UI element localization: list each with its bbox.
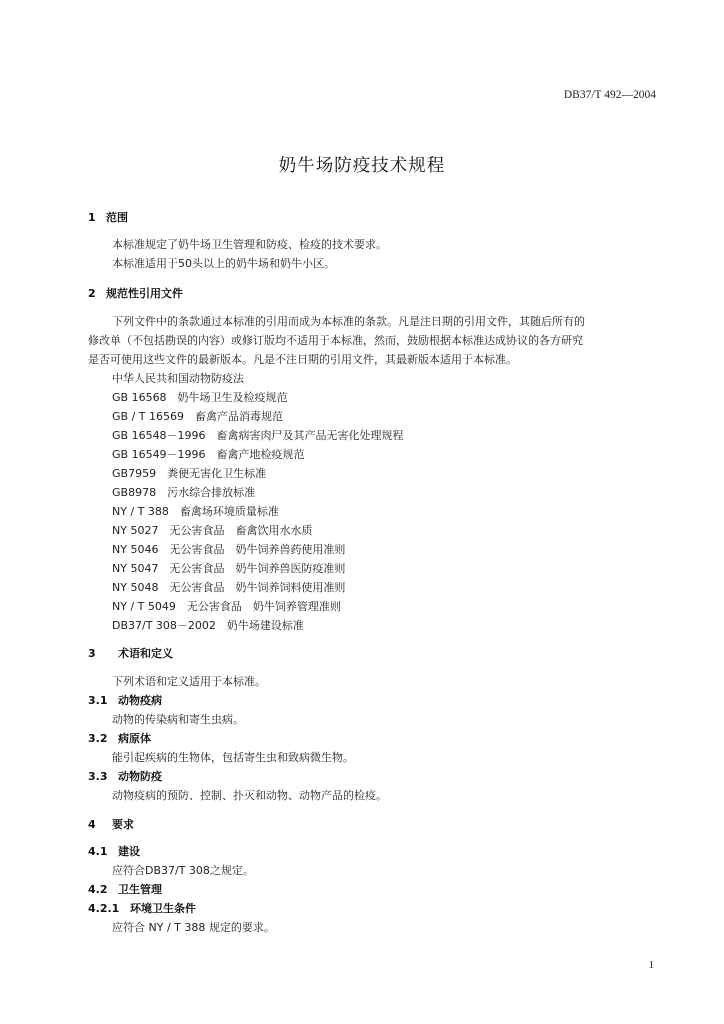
paragraph-line: 应符合 NY / T 388 规定的要求。 (112, 921, 275, 934)
section-number: 4 (88, 818, 96, 831)
reference-item: NY / T 5049 无公害食品 奶牛饲养管理准则 (112, 600, 341, 613)
page-number: 1 (648, 959, 654, 971)
term-number: 3.1 (88, 694, 108, 707)
section-3-heading (88, 647, 173, 661)
term-definition: 能引起疾病的生物体，包括寄生虫和致病微生物。 (112, 751, 354, 764)
section-number: 3 (88, 647, 96, 660)
paragraph-line: 下列术语和定义适用于本标准。 (112, 675, 266, 688)
term-title: 病原体 (118, 732, 151, 745)
section-title: 卫生管理 (118, 883, 162, 896)
section-number: 4.2 (88, 883, 108, 896)
paragraph-line: 下列文件中的条款通过本标准的引用而成为本标准的条款。凡是注日期的引用文件，其随后所有的 (112, 315, 585, 328)
reference-item: NY 5027 无公害食品 畜禽饮用水水质 (112, 524, 313, 537)
term-definition: 动物的传染病和寄生虫病。 (112, 713, 244, 726)
section-4-2-heading (88, 883, 162, 897)
term-3-1-heading (88, 694, 162, 708)
term-3-2-heading (88, 732, 151, 746)
reference-item: GB 16549－1996 畜禽产地检疫规范 (112, 448, 305, 461)
section-4-heading (88, 818, 134, 832)
section-4-2-1-heading (88, 902, 196, 916)
reference-item: GB 16548－1996 畜禽病害肉尸及其产品无害化处理规程 (112, 429, 404, 442)
reference-item: 中华人民共和国动物防疫法 (112, 372, 244, 385)
term-title: 动物疫病 (118, 694, 162, 707)
paragraph-line: 应符合DB37/T 308之规定。 (112, 864, 254, 877)
document-title: 奶牛场防疫技术规程 (278, 156, 446, 176)
reference-item: NY 5046 无公害食品 奶牛饲养兽药使用准则 (112, 543, 346, 556)
term-definition: 动物疫病的预防、控制、扑灭和动物、动物产品的检疫。 (112, 789, 387, 802)
paragraph-line: 修改单（不包括勘误的内容）或修订版均不适用于本标准，然而，鼓励根据本标准达成协议的各方研究 (88, 334, 583, 347)
reference-item: GB7959 粪便无害化卫生标准 (112, 467, 267, 480)
term-3-3-heading (88, 770, 162, 784)
reference-item: NY 5048 无公害食品 奶牛饲养饲料使用准则 (112, 581, 346, 594)
section-title: 环境卫生条件 (130, 902, 196, 915)
reference-item: NY / T 388 畜禽场环境质量标准 (112, 505, 279, 518)
paragraph-line: 是否可使用这些文件的最新版本。凡是不注日期的引用文件，其最新版本适用于本标准。 (88, 353, 517, 366)
section-title: 术语和定义 (118, 647, 173, 660)
section-number: 4.2.1 (88, 902, 120, 915)
standard-code: DB37/T 492—2004 (563, 89, 656, 101)
reference-item: DB37/T 308－2002 奶牛场建设标准 (112, 619, 304, 632)
term-number: 3.3 (88, 770, 108, 783)
reference-item: GB 16568 奶牛场卫生及检疫规范 (112, 391, 288, 404)
term-number: 3.2 (88, 732, 108, 745)
section-number: 2 (88, 287, 96, 300)
reference-item: GB8978 污水综合排放标准 (112, 486, 256, 499)
section-title: 建设 (118, 845, 140, 858)
reference-item: NY 5047 无公害食品 奶牛饲养兽医防疫准则 (112, 562, 346, 575)
section-1-heading (88, 211, 128, 225)
section-number: 4.1 (88, 845, 108, 858)
term-title: 动物防疫 (118, 770, 162, 783)
section-2-heading (88, 287, 183, 301)
reference-item: GB / T 16569 畜禽产品消毒规范 (112, 410, 283, 423)
section-4-1-heading (88, 845, 140, 859)
section-title: 范围 (106, 211, 128, 224)
section-title: 要求 (112, 818, 134, 831)
paragraph-line: 本标准适用于50头以上的奶牛场和奶牛小区。 (112, 257, 335, 270)
paragraph-line: 本标准规定了奶牛场卫生管理和防疫、检疫的技术要求。 (112, 238, 387, 251)
section-title: 规范性引用文件 (106, 287, 183, 300)
section-number: 1 (88, 211, 96, 224)
